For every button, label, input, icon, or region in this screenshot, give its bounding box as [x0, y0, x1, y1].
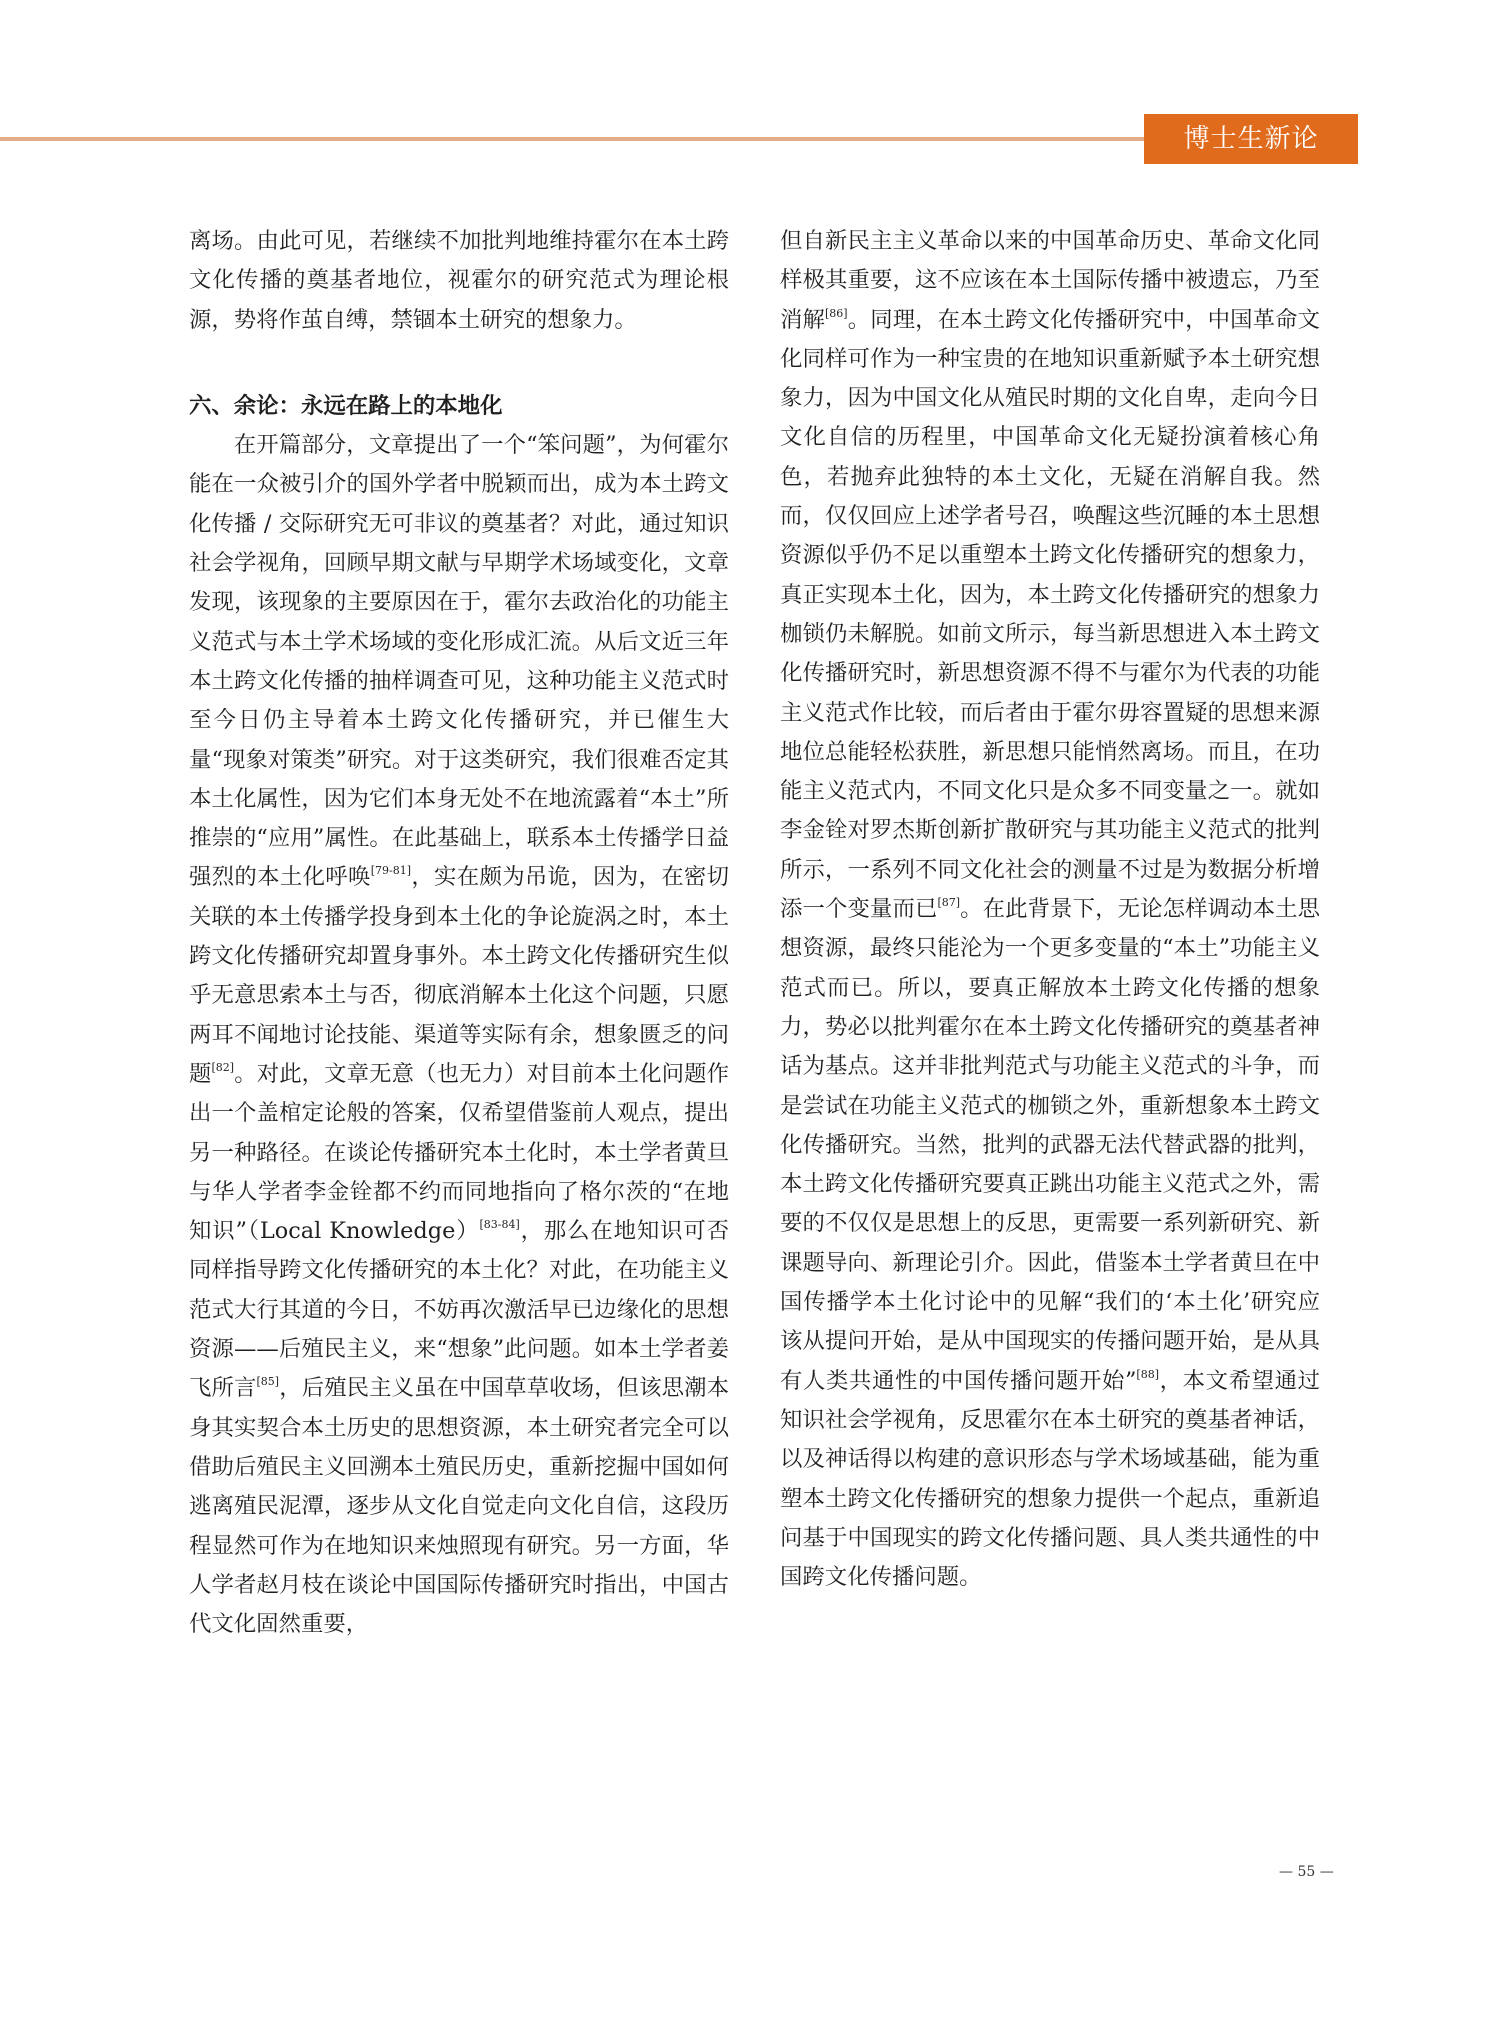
citation-ref: [83-84] [479, 1218, 520, 1232]
text-run: ，实在颇为吊诡，因为，在密切关联的本土传播学投身到本土化的争论旋涡之时，本土跨文化传播研究却置身事外。本土跨文化传播研究生似乎无意思索本土与否，彻底消解本土化这个问题，只愿两耳不闻地讨论技能、渠道等实际有余，想象匮乏的问题 [189, 864, 730, 1087]
text-run: ，后殖民主义虽在中国草草收场，但该思潮本身其实契合本土历史的思想资源，本土研究者完全可以借助后殖民主义回溯本土殖民历史，重新挖掘中国如何逃离殖民泥潭，逐步从文化自觉走向文化自信，这段历程显然可作为在地知识来烛照现有研究。另一方面，华人学者赵月枝在谈论中国国际传播研究时指出，中国古代文化固然重要， [189, 1375, 730, 1638]
text-run: 。在此背景下，无论怎样调动本土思想资源，最终只能沦为一个更多变量的“本土”功能主义范式而已。所以，要真正解放本土跨文化传播的想象力，势必以批判霍尔在本土跨文化传播研究的奠基者神话为基点。这并非批判范式与功能主义范式的斗争，而是尝试在功能主义范式的枷锁之外，重新想象本土跨文化传播研究。当然，批判的武器无法代替武器的批判，本土跨文化传播研究要真正跳出功能主义范式之外，需要的不仅仅是思想上的反思，更需要一系列新研究、新课题导向、新理论引介。因此，借鉴本土学者黄旦在中国传播学本土化讨论中的见解“我们的‘本土化’研究应该从提问开始，是从中国现实的传播问题开始，是从具有人类共通性的中国传播问题开始” [780, 896, 1321, 1394]
right-column [780, 222, 1320, 1597]
text-run: ，本文希望通过知识社会学视角，反思霍尔在本土研究的奠基者神话，以及神话得以构建的意识形态与学术场域基础，能为重塑本土跨文化传播研究的想象力提供一个起点，重新追问基于中国现实的跨文化传播问题、具人类共通性的中国跨文化传播问题。 [780, 1367, 1321, 1591]
citation-ref: [86] [825, 306, 848, 320]
section-tag: 博士生新论 [1144, 114, 1358, 164]
citation-ref: [88] [1136, 1367, 1160, 1381]
header-rule [0, 137, 1145, 141]
page-number: — 55 — [1279, 1864, 1334, 1880]
paragraph-continued [780, 222, 1320, 1597]
citation-ref: [85] [256, 1375, 280, 1389]
paragraph-continuation: 离场。由此可见，若继续不加批判地维持霍尔在本土跨文化传播的奠基者地位，视霍尔的研究范式为理论根源，势将作茧自缚，禁锢本土研究的想象力。 [189, 228, 729, 333]
left-column [189, 222, 729, 1644]
section-heading: 六、余论：永远在路上的本地化 [189, 392, 503, 419]
text-run: 但自新民主主义革命以来的中国革命历史、革命文化同样极其重要，这不应该在本土国际传播中被遗忘，乃至消解 [780, 228, 1320, 333]
text-run: ，那么在地知识可否同样指导跨文化传播研究的本土化？对此，在功能主义范式大行其道的今日，不妨再次激活早已边缘化的思想资源——后殖民主义，来“想象”此问题。如本土学者姜飞所言 [189, 1218, 730, 1402]
citation-ref: [87] [937, 896, 961, 910]
citation-ref: [82] [211, 1061, 235, 1075]
paragraph-conclusion [189, 426, 729, 1644]
text-run: 在开篇部分，文章提出了一个“笨问题”，为何霍尔能在一众被引介的国外学者中脱颖而出，成为本土跨文化传播 / 交际研究无可非议的奠基者？对此，通过知识社会学视角，回顾早期文献与早期学术场域变化，文章发现，该现象的主要原因在于，霍尔去政治化的功能主义范式与本土学术场域的变化形成汇流。从后文近三年本土跨文化传播的抽样调查可见，这种功能主义范式时至今日仍主导着本土跨文化传播研究，并已催生大量“现象对策类”研究。对于这类研究，我们很难否定其本土化属性，因为它们本身无处不在地流露着“本土”所推崇的“应用”属性。在此基础上，联系本土传播学日益强烈的本土化呼唤 [189, 432, 729, 891]
citation-ref: [79-81] [370, 864, 412, 878]
text-run: 。同理，在本土跨文化传播研究中，中国革命文化同样可作为一种宝贵的在地知识重新赋予本土研究想象力，因为中国文化从殖民时期的文化自卑，走向今日文化自信的历程里，中国革命文化无疑扮演着核心角色，若抛弃此独特的本土文化，无疑在消解自我。然而，仅仅回应上述学者号召，唤醒这些沉睡的本土思想资源似乎仍不足以重塑本土跨文化传播研究的想象力，真正实现本土化，因为，本土跨文化传播研究的想象力枷锁仍未解脱。如前文所示，每当新思想进入本土跨文化传播研究时，新思想资源不得不与霍尔为代表的功能主义范式作比较，而后者由于霍尔毋容置疑的思想来源地位总能轻松获胜，新思想只能悄然离场。而且，在功能主义范式内，不同文化只是众多不同变量之一。就如李金铨对罗杰斯创新扩散研究与其功能主义范式的批判所示，一系列不同文化社会的测量不过是为数据分析增添一个变量而已 [780, 306, 1321, 923]
text-run: 。对此，文章无意（也无力）对目前本土化问题作出一个盖棺定论般的答案，仅希望借鉴前人观点，提出另一种路径。在谈论传播研究本土化时，本土学者黄旦与华人学者李金铨都不约而同地指向了格尔茨的“在地知识”（Local Knowledge） [189, 1060, 730, 1245]
